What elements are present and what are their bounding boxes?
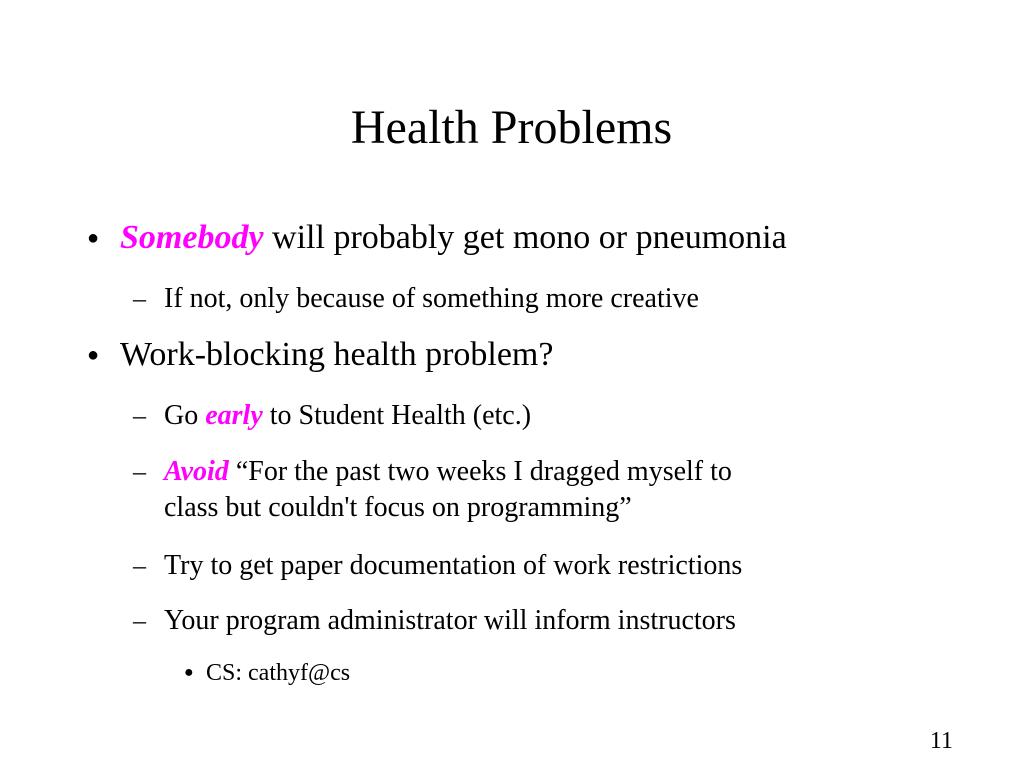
bullet-text: CS: cathyf@cs — [206, 660, 351, 686]
sub-bullet-creative — [133, 281, 699, 317]
bullet-text: will probably get mono or pneumonia — [263, 219, 787, 256]
bullet-text-line1: “For the past two weeks I dragged myself to — [228, 456, 732, 487]
bullet-text: Your program administrator will inform instructors — [164, 605, 736, 636]
emphasis-somebody: Somebody — [120, 219, 264, 256]
bullet-text: to Student Health (etc.) — [262, 400, 532, 431]
sub-bullet-avoid — [133, 454, 732, 526]
slide-title: Health Problems — [350, 101, 673, 154]
bullet-dot-icon: ● — [184, 664, 194, 681]
bullet-text-line2: class but couldn't focus on programming” — [164, 492, 632, 523]
dash-icon: – — [133, 457, 146, 486]
bullet-somebody — [87, 218, 787, 258]
sub-bullet-go-early — [133, 398, 532, 434]
page-number: 11 — [929, 728, 953, 754]
bullet-prefix: Go — [164, 400, 206, 431]
emphasis-early: early — [205, 400, 263, 431]
sub-bullet-documentation — [133, 548, 743, 584]
bullet-dot-icon: ● — [87, 344, 100, 366]
bullet-text: Work-blocking health problem? — [120, 336, 554, 373]
bullet-text: If not, only because of something more creative — [164, 283, 699, 314]
dash-icon: – — [133, 606, 146, 635]
bullet-dot-icon: ● — [87, 227, 100, 249]
dash-icon: – — [133, 284, 146, 313]
bullet-text: Try to get paper documentation of work restrictions — [164, 550, 743, 581]
dash-icon: – — [133, 401, 146, 430]
bullet-work-blocking — [87, 335, 554, 375]
sub-bullet-administrator — [133, 603, 736, 639]
emphasis-avoid: Avoid — [164, 456, 229, 487]
dash-icon: – — [133, 551, 146, 580]
sub-sub-bullet-cs-contact — [184, 658, 351, 688]
